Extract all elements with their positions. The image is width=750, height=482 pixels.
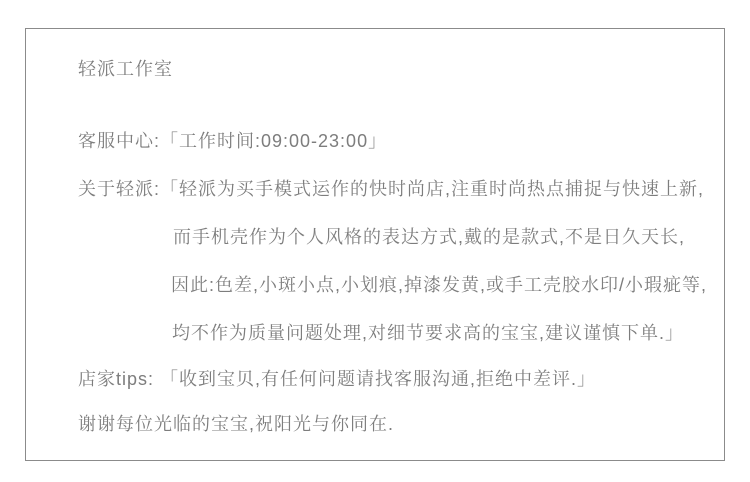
about-store-line-4: 均不作为质量问题处理,对细节要求高的宝宝,建议谨慎下单.」	[172, 323, 685, 343]
about-store-line-1: 关于轻派:「轻派为买手模式运作的快时尚店,注重时尚热点捕捉与快速上新,	[78, 179, 704, 199]
studio-title: 轻派工作室	[78, 59, 173, 79]
store-tips-line: 店家tips: 「收到宝贝,有任何问题请找客服沟通,拒绝中差评.」	[78, 369, 597, 389]
service-center-hours-line: 客服中心:「工作时间:09:00-23:00」	[78, 131, 388, 151]
store-info-card	[25, 28, 725, 461]
closing-greeting-line: 谢谢每位光临的宝宝,祝阳光与你同在.	[78, 414, 395, 434]
about-store-line-3: 因此:色差,小斑小点,小划痕,掉漆发黄,或手工壳胶水印/小瑕疵等,	[171, 275, 708, 295]
about-store-line-2: 而手机壳作为个人风格的表达方式,戴的是款式,不是日久天长,	[173, 227, 686, 247]
